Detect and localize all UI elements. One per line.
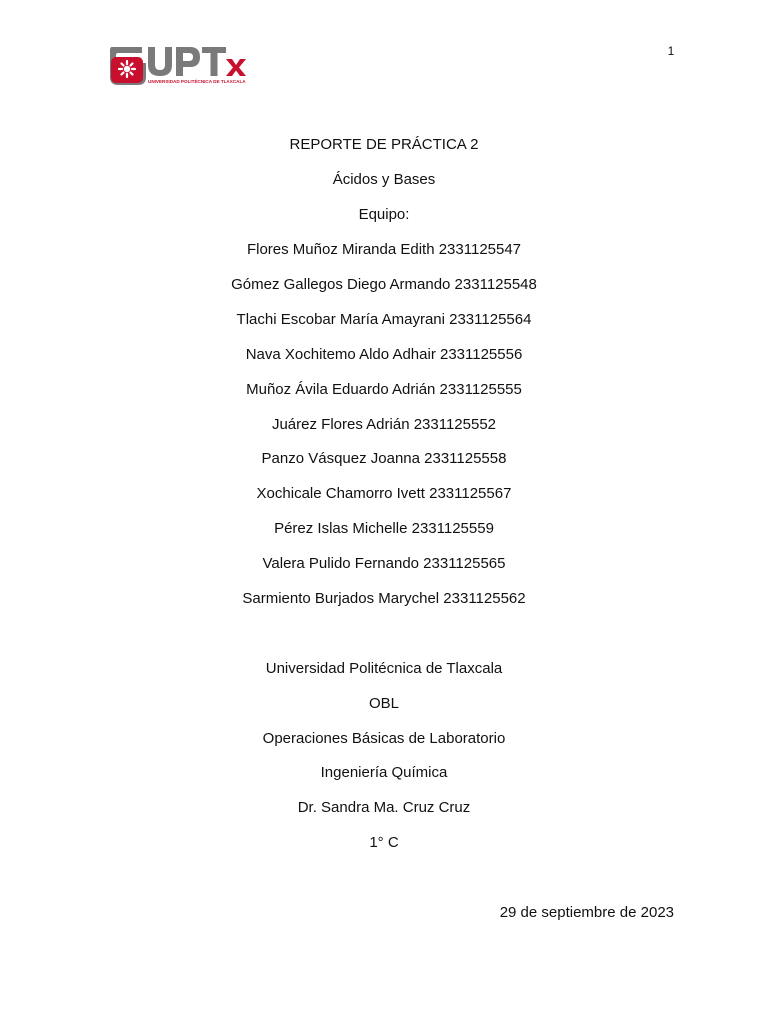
report-title: REPORTE DE PRÁCTICA 2 bbox=[289, 136, 479, 153]
list-item: Juárez Flores Adrián 2331125552 bbox=[271, 416, 497, 433]
report-topic: Ácidos y Bases bbox=[332, 171, 436, 188]
university-logo bbox=[108, 43, 250, 85]
team-label: Equipo: bbox=[358, 206, 410, 223]
course-name: Operaciones Básicas de Laboratorio bbox=[262, 730, 506, 747]
group-name: 1° C bbox=[369, 834, 399, 851]
list-item: Sarmiento Burjados Marychel 2331125562 bbox=[242, 590, 526, 607]
uptx-wordmark bbox=[148, 47, 246, 76]
list-item: Muñoz Ávila Eduardo Adrián 2331125555 bbox=[246, 381, 522, 398]
professor-name: Dr. Sandra Ma. Cruz Cruz bbox=[297, 799, 471, 816]
program-name: Ingeniería Química bbox=[320, 764, 448, 781]
list-item: Flores Muñoz Miranda Edith 2331125547 bbox=[246, 241, 522, 258]
logo-subtitle: UNIVERSIDAD POLITÉCNICA DE TLAXCALA bbox=[148, 79, 246, 84]
report-date: 29 de septiembre de 2023 bbox=[499, 904, 674, 921]
list-item: Xochicale Chamorro Ivett 2331125567 bbox=[256, 485, 512, 502]
list-item: Pérez Islas Michelle 2331125559 bbox=[274, 520, 494, 537]
list-item: Tlachi Escobar María Amayrani 2331125564 bbox=[236, 311, 532, 328]
list-item: Valera Pulido Fernando 2331125565 bbox=[262, 555, 506, 572]
university-name: Universidad Politécnica de Tlaxcala bbox=[265, 660, 503, 677]
list-item: Panzo Vásquez Joanna 2331125558 bbox=[261, 450, 507, 467]
list-item: Nava Xochitemo Aldo Adhair 2331125556 bbox=[245, 346, 523, 363]
page-number: 1 bbox=[667, 44, 675, 58]
list-item: Gómez Gallegos Diego Armando 2331125548 bbox=[231, 276, 537, 293]
course-code: OBL bbox=[368, 695, 399, 712]
emblem-icon bbox=[110, 47, 146, 85]
